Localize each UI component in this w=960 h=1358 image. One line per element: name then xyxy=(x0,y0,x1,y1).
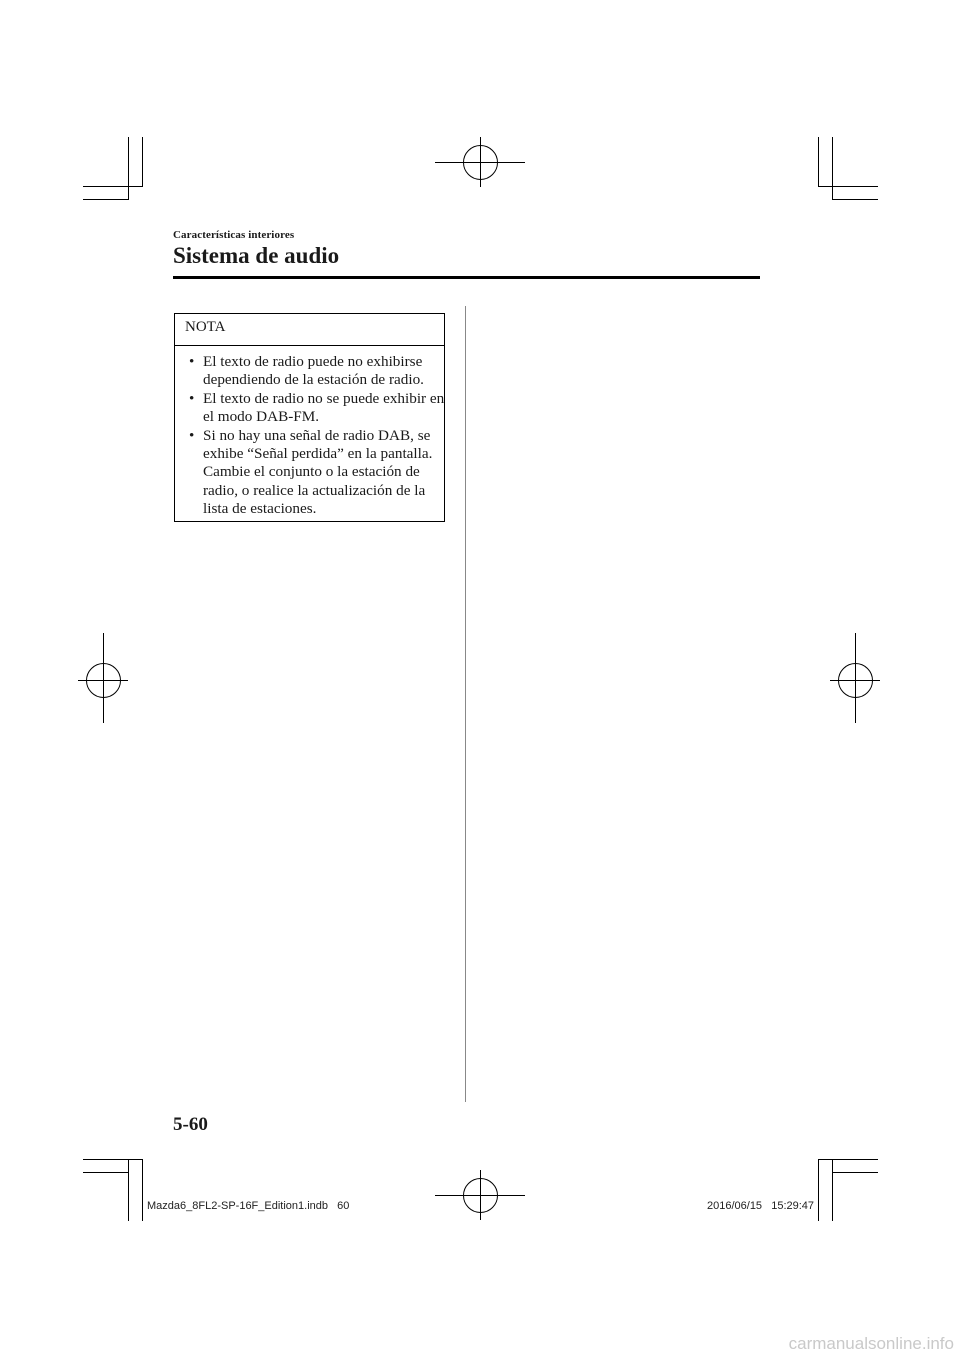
note-item xyxy=(187,353,449,390)
imprint-file: Mazda6_8FL2-SP-16F_Edition1.indb 60 xyxy=(147,1200,350,1212)
bullet-icon: • xyxy=(189,389,195,407)
note-box xyxy=(174,313,445,522)
note-title-rule xyxy=(175,345,444,346)
bullet-icon: • xyxy=(189,426,195,444)
section-label: Características interiores xyxy=(173,229,295,241)
note-list xyxy=(187,353,449,519)
note-item xyxy=(187,427,449,519)
note-item-text: Si no hay una señal de radio DAB, se exhibe “Señal perdida” en la pantalla. Cambie el conjunto o la estación de radio, o realice la actualización de la lista de estaciones. xyxy=(203,426,433,518)
bullet-icon: • xyxy=(189,353,195,370)
note-title: NOTA xyxy=(185,319,226,335)
note-item xyxy=(187,390,449,427)
watermark-link[interactable]: carmanualsonline.info xyxy=(788,1334,954,1353)
page-title: Sistema de audio xyxy=(173,243,340,268)
imprint-date: 2016/06/15 15:29:47 xyxy=(707,1200,815,1212)
note-item-text: El texto de radio no se puede exhibir en el modo DAB-FM. xyxy=(203,389,445,426)
page-number: 5-60 xyxy=(173,1114,208,1135)
note-item-text: El texto de radio puede no exhibirse dependiendo de la estación de radio. xyxy=(203,353,424,389)
title-rule xyxy=(173,276,760,279)
column-divider xyxy=(465,306,466,1102)
